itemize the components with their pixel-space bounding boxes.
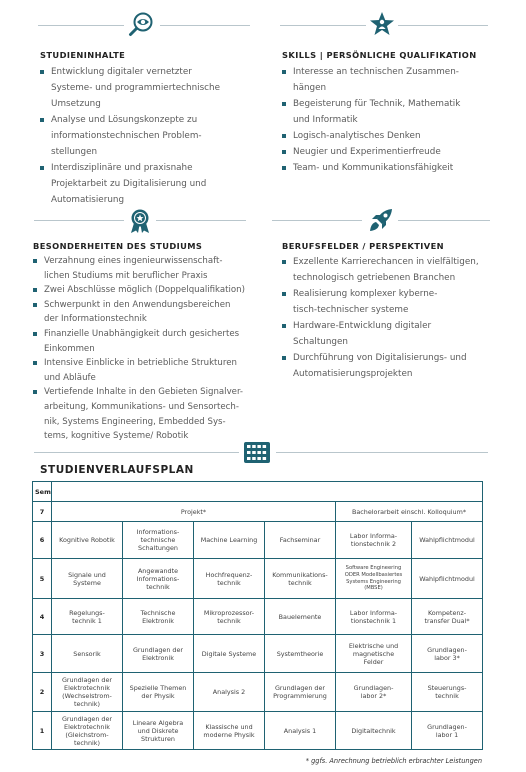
module-cell: Klassische und moderne Physik [194, 712, 265, 750]
table-row [33, 599, 483, 635]
sem-number: 5 [33, 559, 52, 599]
heading-studieninhalte: STUDIENINHALTE [40, 50, 126, 60]
list-item: Begeisterung für Technik, Mathematik und Informatik [282, 96, 497, 128]
list-item: Finanzielle Unabhängigkeit durch gesichertes Einkommen [33, 327, 265, 356]
footnote: * ggfs. Anrechnung betrieblich erbrachter Leistungen [305, 757, 482, 765]
plan-title: STUDIENVERLAUFSPLAN [40, 464, 194, 476]
list-item: Schwerpunkt in den Anwendungsbereichen der Informationstechnik [33, 298, 265, 327]
list-item: Exzellente Karrierechancen in vielfältigen, technologisch getriebenen Branchen [282, 254, 507, 286]
table-row [33, 673, 483, 712]
module-cell: Analysis 2 [194, 673, 265, 712]
module-cell: Kognitive Robotik [52, 522, 123, 559]
heading-besonderheiten: BESONDERHEITEN DES STUDIUMS [33, 241, 203, 251]
sem-number: 7 [33, 502, 52, 522]
module-cell: Grundlagen- labor 2* [336, 673, 412, 712]
module-cell: Analysis 1 [265, 712, 336, 750]
magnifier-eye-icon [128, 11, 154, 37]
divider-line [398, 220, 490, 221]
list-item: Zwei Abschlüsse möglich (Doppelqualifikation) [33, 283, 265, 298]
list-item: Verzahnung eines ingenieurwissenschaft- lichen Studiums mit beruflicher Praxis [33, 254, 265, 283]
module-cell: Labor Informa- tionstechnik 2 [336, 522, 412, 559]
list-item: Realisierung komplexer kyberne- tisch-technischer systeme [282, 286, 507, 318]
module-cell: Software Engineering ODER Modellbasiertes Systems Engineering (MBSE) [336, 559, 412, 599]
module-cell: Technische Elektronik [123, 599, 194, 635]
divider-line [34, 220, 124, 221]
divider-line [38, 25, 124, 26]
module-cell: Machine Learning [194, 522, 265, 559]
heading-berufsfelder: BERUFSFELDER / PERSPEKTIVEN [282, 241, 445, 251]
divider-line [280, 25, 366, 26]
list-item: Durchführung von Digitalisierungs- und Automatisierungsprojekten [282, 350, 507, 382]
divider-line [34, 452, 239, 453]
divider-line [398, 25, 488, 26]
rocket-icon [368, 207, 394, 233]
list-skills [282, 64, 497, 176]
list-studieninhalte [40, 64, 255, 208]
bachelor-thesis-cell: Bachelorarbeit einschl. Kolloquium* [336, 502, 483, 522]
table-row [33, 712, 483, 750]
table-row [33, 635, 483, 673]
list-item: Interdisziplinäre und praxisnahe Projektarbeit zu Digitalisierung und Automatisierung [40, 160, 255, 208]
grid-calendar-icon [244, 442, 270, 463]
module-cell: Hochfrequenz- technik [194, 559, 265, 599]
list-item: Neugier und Experimentierfreude [282, 144, 497, 160]
module-cell: Elektrische und magnetische Felder [336, 635, 412, 673]
module-cell: Spezielle Themen der Physik [123, 673, 194, 712]
sem-number: 1 [33, 712, 52, 750]
module-cell: Kompetenz- transfer Dual* [412, 599, 483, 635]
sem-header: Sem [33, 482, 52, 502]
module-cell: Sensorik [52, 635, 123, 673]
table-row [33, 559, 483, 599]
table-row [33, 522, 483, 559]
sem-number: 4 [33, 599, 52, 635]
list-item: Vertiefende Inhalte in den Gebieten Signalver- arbeitung, Kommunikations- und Sensortech- nik, Systems Engineering, Embedded Sys- tems, kognitive Systeme/ Robotik [33, 385, 265, 443]
sem-number: 3 [33, 635, 52, 673]
module-cell: Grundlagen der Elektrotechnik (Gleichstrom- technik) [52, 712, 123, 750]
table-header-row [33, 482, 483, 502]
module-cell: Labor Informa- tionstechnik 1 [336, 599, 412, 635]
sem-number: 2 [33, 673, 52, 712]
module-cell: Digitaltechnik [336, 712, 412, 750]
module-cell: Grundlagen- labor 3* [412, 635, 483, 673]
project-cell: Projekt* [52, 502, 336, 522]
module-cell: Systemtheorie [265, 635, 336, 673]
divider-line [160, 25, 250, 26]
divider-line [272, 220, 362, 221]
module-cell: Regelungs- technik 1 [52, 599, 123, 635]
list-item: Intensive Einblicke in betriebliche Strukturen und Abläufe [33, 356, 265, 385]
module-cell: Fachseminar [265, 522, 336, 559]
list-item: Logisch-analytisches Denken [282, 128, 497, 144]
list-item: Analyse und Lösungskonzepte zu informationstechnischen Problem- stellungen [40, 112, 255, 160]
heading-skills: SKILLS | PERSÖNLICHE QUALIFIKATION [282, 50, 477, 60]
module-cell: Informations- technische Schaltungen [123, 522, 194, 559]
module-cell: Kommunikations- technik [265, 559, 336, 599]
module-cell: Grundlagen der Elektrotechnik (Wechselstrom- technik) [52, 673, 123, 712]
sem-number: 6 [33, 522, 52, 559]
module-cell: Wahlpflichtmodul [412, 559, 483, 599]
header-blank-cell [52, 482, 483, 502]
award-badge-icon [127, 208, 153, 234]
list-item: Hardware-Entwicklung digitaler Schaltungen [282, 318, 507, 350]
list-item: Team- und Kommunikationsfähigkeit [282, 160, 497, 176]
module-cell: Signale und Systeme [52, 559, 123, 599]
study-plan-table [32, 481, 483, 750]
module-cell: Mikroprozessor- technik [194, 599, 265, 635]
module-cell: Wahlpflichtmodul [412, 522, 483, 559]
module-cell: Grundlagen der Programmierung [265, 673, 336, 712]
module-cell: Bauelemente [265, 599, 336, 635]
module-cell: Steuerungs- technik [412, 673, 483, 712]
module-cell: Digitale Systeme [194, 635, 265, 673]
list-besonderheiten [33, 254, 265, 444]
star-person-icon [369, 11, 395, 37]
list-item: Interesse an technischen Zusammen- hängen [282, 64, 497, 96]
module-cell: Grundlagen der Elektronik [123, 635, 194, 673]
module-cell: Lineare Algebra und Diskrete Strukturen [123, 712, 194, 750]
list-berufsfelder [282, 254, 507, 382]
divider-line [276, 452, 488, 453]
list-item: Entwicklung digitaler vernetzter Systeme- und programmiertechnische Umsetzung [40, 64, 255, 112]
divider-line [156, 220, 246, 221]
module-cell: Grundlagen- labor 1 [412, 712, 483, 750]
table-row [33, 502, 483, 522]
module-cell: Angewandte Informations- technik [123, 559, 194, 599]
